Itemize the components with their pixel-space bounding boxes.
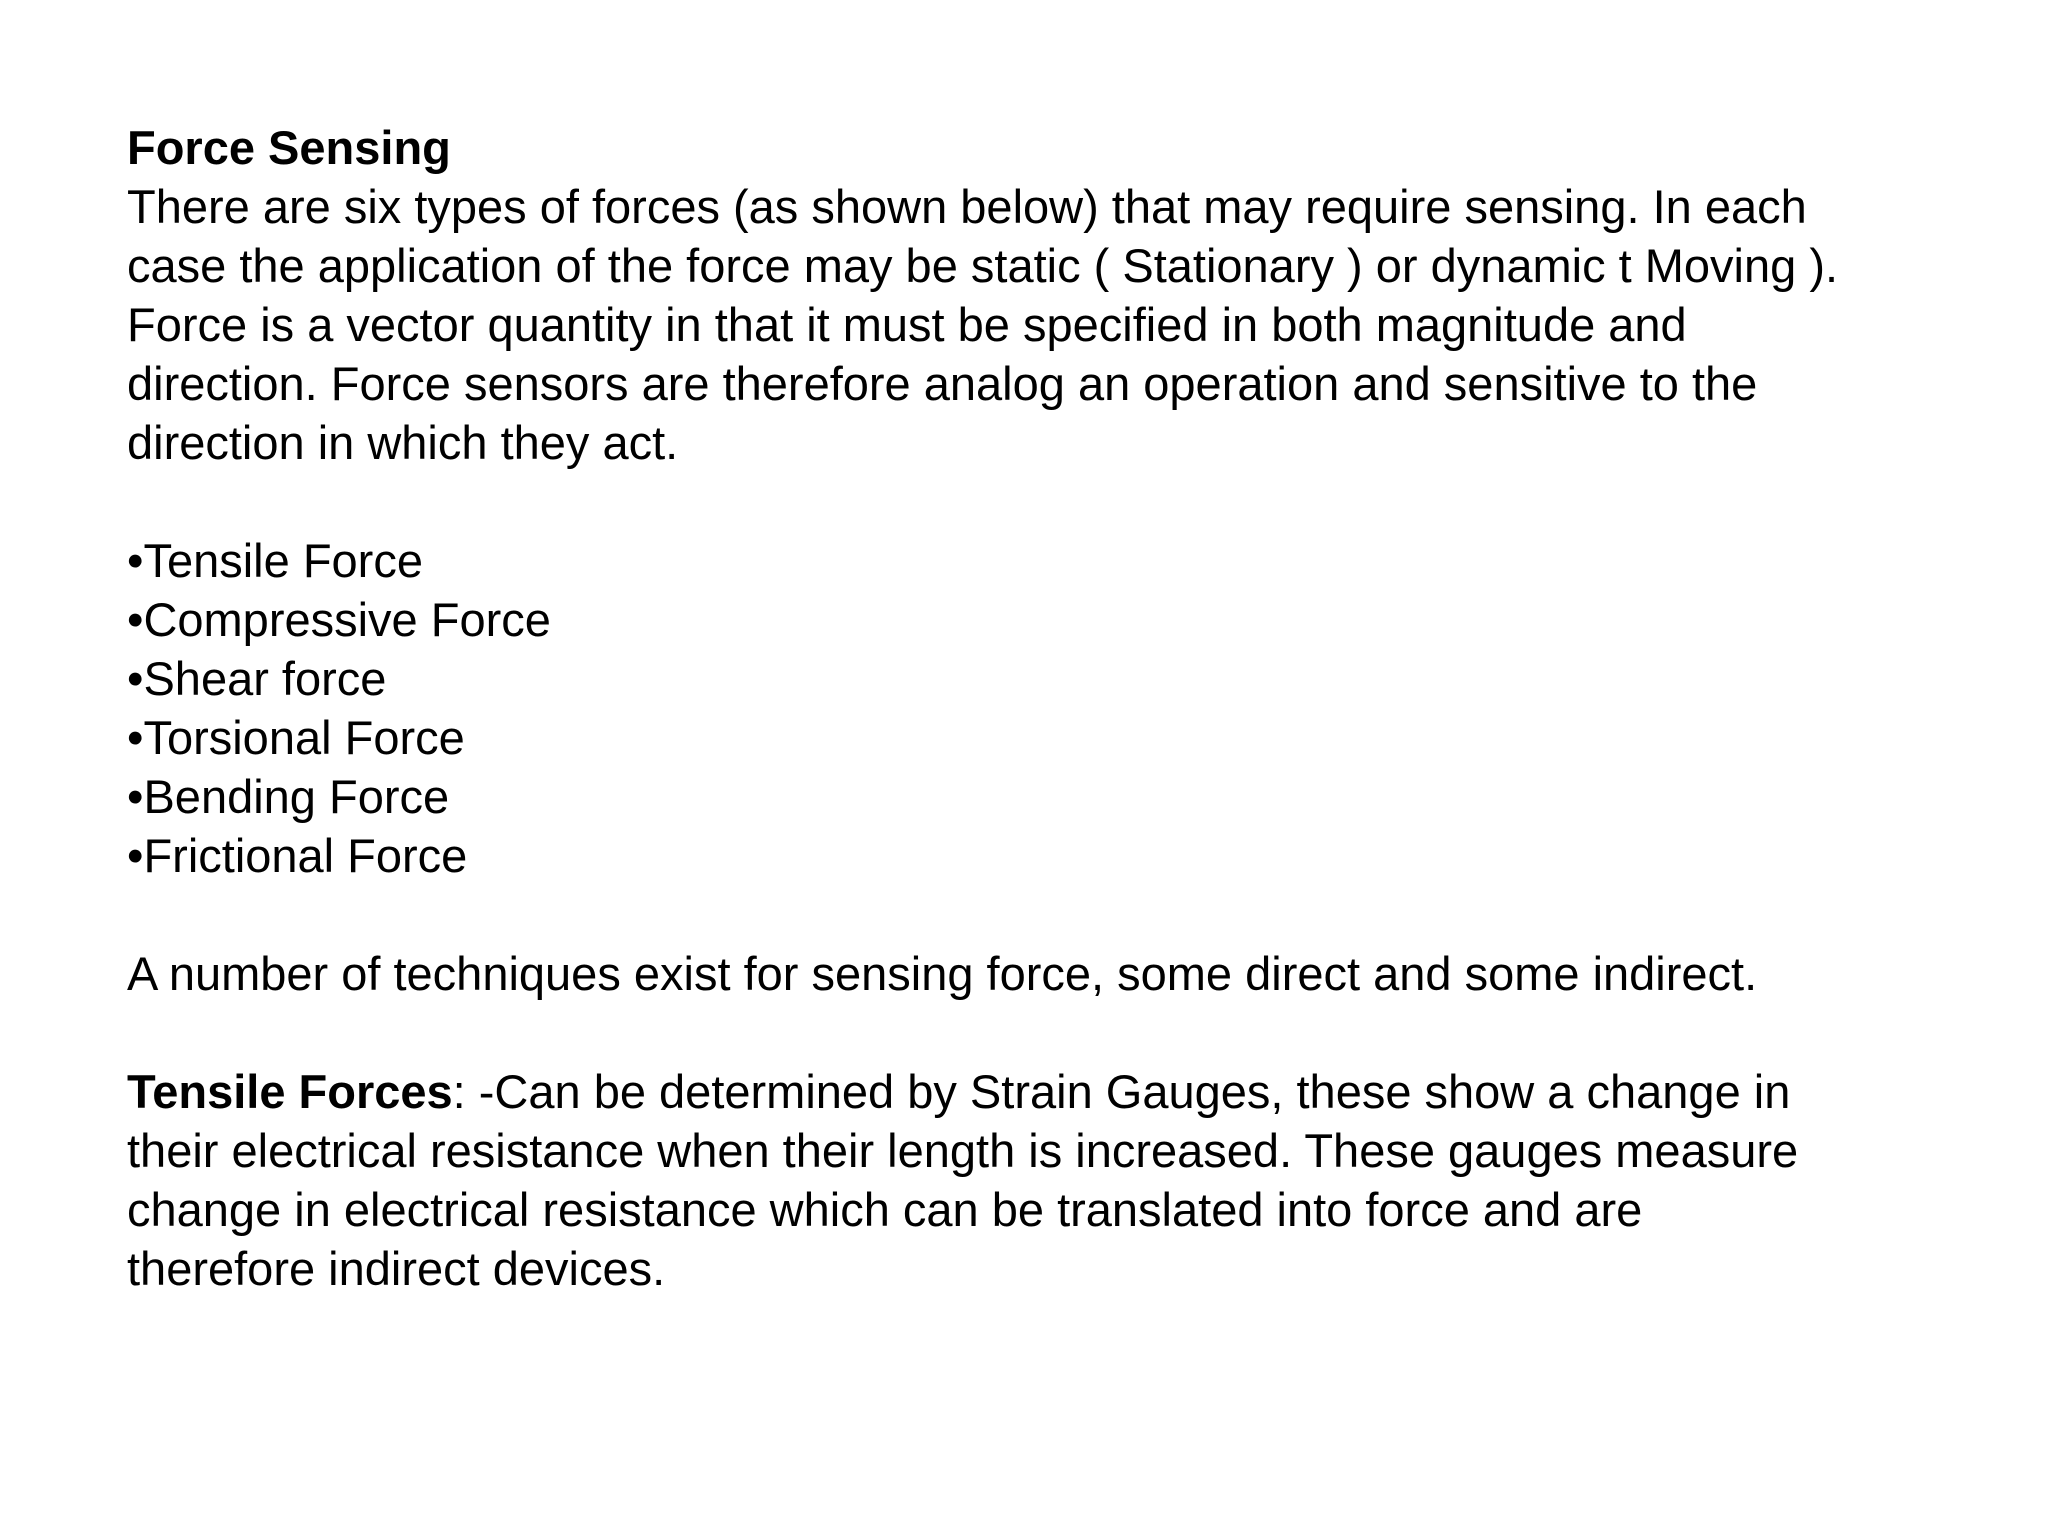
- tensile-line: therefore indirect devices.: [127, 1242, 666, 1295]
- list-item-tensile: •Tensile Force: [127, 534, 423, 587]
- paragraph-gap: [127, 885, 2007, 944]
- tensile-line: change in electrical resistance which can be translated into force and are: [127, 1183, 1643, 1236]
- list-item-shear: •Shear force: [127, 652, 387, 705]
- tensile-term: Tensile Forces: [127, 1065, 453, 1118]
- list-item-torsional: •Torsional Force: [127, 711, 465, 764]
- techniques-sentence: A number of techniques exist for sensing force, some direct and some indirect.: [127, 947, 1758, 1000]
- intro-line: There are six types of forces (as shown below) that may require sensing. In each: [127, 180, 1807, 233]
- list-item-compressive: •Compressive Force: [127, 593, 551, 646]
- list-item-bending: •Bending Force: [127, 770, 450, 823]
- tensile-first-line: [127, 1062, 2007, 1121]
- tensile-paragraph: [127, 1062, 2007, 1298]
- intro-line: direction. Force sensors are therefore analog an operation and sensitive to the: [127, 357, 1758, 410]
- intro-paragraph: [127, 177, 2007, 472]
- list-item-frictional: •Frictional Force: [127, 829, 468, 882]
- force-types-list: [127, 531, 2007, 885]
- tensile-line: their electrical resistance when their length is increased. These gauges measure: [127, 1124, 1799, 1177]
- intro-line: direction in which they act.: [127, 416, 679, 469]
- intro-line: Force is a vector quantity in that it must be specified in both magnitude and: [127, 298, 1687, 351]
- document-page: [127, 118, 2007, 1298]
- document-heading: Force Sensing: [127, 121, 451, 174]
- paragraph-gap: [127, 472, 2007, 531]
- tensile-first-line-text: : -Can be determined by Strain Gauges, these show a change in: [452, 1065, 1791, 1118]
- intro-line: case the application of the force may be static ( Stationary ) or dynamic t Moving ).: [127, 239, 1839, 292]
- paragraph-gap: [127, 1003, 2007, 1062]
